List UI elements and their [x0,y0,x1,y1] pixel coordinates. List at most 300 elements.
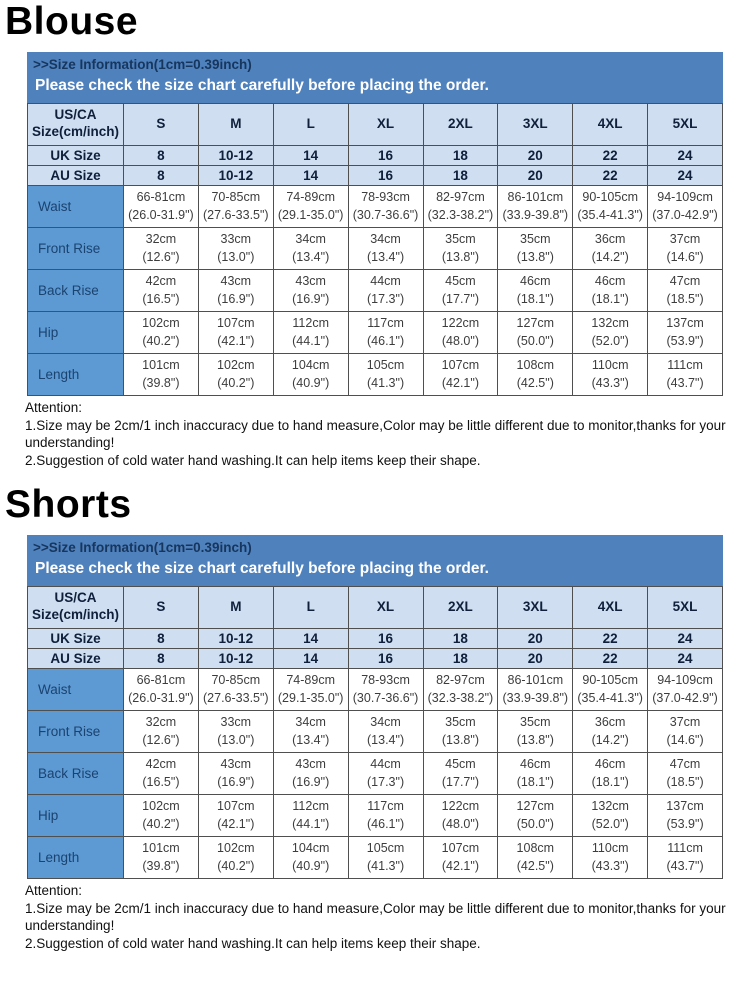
measurement-inch: (29.1-35.0") [277,208,344,223]
measurement-inch: (39.8") [142,859,180,874]
size-column-header: XL [348,586,423,628]
size-column-header: 2XL [423,103,498,145]
measurement-row [28,353,723,395]
row-label: UK Size [28,145,124,165]
measurement-value-cell [423,668,498,710]
measurement-cm: 44cm [370,274,401,289]
measurement-cm: 32cm [145,715,177,730]
measurement-inch: (44.1") [292,334,330,349]
measurement-inch: (16.5") [142,775,180,790]
size-check-notice: Please check the size chart carefully before placing the order. [35,560,489,578]
table-header-row [28,586,723,628]
measurement-cm: 132cm [591,316,629,331]
measurement-value-cell [124,185,199,227]
size-value-cell: 8 [124,628,199,648]
measurement-cm: 78-93cm [361,673,410,688]
measurement-inch: (16.9") [292,775,330,790]
measurement-cm: 112cm [292,316,329,331]
measurement-value-cell [573,311,648,353]
attention-line-1: 1.Size may be 2cm/1 inch inaccuracy due to hand measure,Color may be little different due to monitor,thanks for your understanding! [25,900,726,934]
measurement-cm: 107cm [217,316,255,331]
measurement-inch: (41.3") [367,376,405,391]
measurement-inch: (43.3") [591,376,629,391]
corner-header [28,103,124,145]
attention-heading: Attention: [25,882,83,898]
size-info-bar [27,535,723,586]
measurement-label: Front Rise [28,710,124,752]
measurement-cm: 35cm [445,715,476,730]
measurement-inch: (13.4") [292,250,330,265]
measurement-value-cell [498,668,573,710]
measurement-cm: 137cm [666,316,704,331]
measurement-inch: (43.3") [591,859,629,874]
blouse-heading: Blouse [5,0,139,43]
measurement-inch: (32.3-38.2") [427,691,494,706]
row-label: AU Size [28,648,124,668]
size-value-cell: 16 [348,145,423,165]
measurement-row [28,668,723,710]
measurement-value-cell [498,794,573,836]
measurement-cm: 78-93cm [361,190,410,205]
measurement-inch: (16.5") [142,292,180,307]
size-value-cell: 20 [498,628,573,648]
measurement-cm: 127cm [516,316,555,331]
measurement-cm: 35cm [520,232,551,247]
size-column-header: XL [348,103,423,145]
measurement-inch: (42.1") [217,817,255,832]
size-value-cell: 24 [648,648,723,668]
size-column-header: 4XL [573,586,648,628]
measurement-inch: (37.0-42.9") [652,208,718,223]
measurement-inch: (18.1") [516,775,554,790]
measurement-inch: (40.9") [292,376,330,391]
measurement-value-cell [348,752,423,794]
corner-header-line2: Size(cm/inch) [31,607,120,623]
measurement-cm: 122cm [441,316,480,331]
measurement-cm: 34cm [295,232,326,247]
measurement-value-cell [124,668,199,710]
measurement-value-cell [273,269,348,311]
measurement-inch: (48.0") [441,334,479,349]
measurement-cm: 44cm [370,757,401,772]
measurement-cm: 90-105cm [582,190,638,205]
size-value-cell: 20 [498,648,573,668]
measurement-cm: 70-85cm [211,673,261,688]
measurement-cm: 94-109cm [657,673,713,688]
size-column-header: 5XL [648,586,723,628]
measurement-cm: 104cm [291,358,330,373]
measurement-label: Back Rise [28,269,124,311]
measurement-value-cell [648,311,723,353]
measurement-inch: (50.0") [516,334,554,349]
measurement-cm: 86-101cm [507,673,564,688]
measurement-row [28,227,723,269]
measurement-value-cell [198,227,273,269]
size-value-cell: 14 [273,648,348,668]
measurement-cm: 107cm [441,841,480,856]
attention-block [25,399,739,470]
measurement-inch: (12.6") [142,733,180,748]
measurement-value-cell [124,353,199,395]
measurement-value-cell [423,227,498,269]
measurement-cm: 111cm [667,358,703,373]
attention-heading: Attention: [25,399,83,415]
shorts-size-chart [27,535,723,879]
measurement-value-cell [273,668,348,710]
measurement-cm: 117cm [367,799,404,814]
measurement-inch: (43.7") [666,859,704,874]
measurement-inch: (13.4") [292,733,330,748]
measurement-inch: (29.1-35.0") [277,691,344,706]
measurement-inch: (42.5") [516,859,554,874]
size-value-cell: 20 [498,165,573,185]
measurement-inch: (33.9-39.8") [502,691,569,706]
measurement-value-cell [573,710,648,752]
measurement-inch: (26.0-31.9") [128,208,194,223]
measurement-cm: 43cm [220,757,252,772]
measurement-inch: (13.8") [516,733,554,748]
measurement-cm: 35cm [520,715,551,730]
measurement-value-cell [423,752,498,794]
measurement-value-cell [124,794,199,836]
measurement-cm: 127cm [516,799,555,814]
measurement-cm: 43cm [295,274,326,289]
measurement-cm: 101cm [142,841,180,856]
measurement-inch: (16.9") [217,775,255,790]
measurement-value-cell [648,836,723,878]
measurement-inch: (35.4-41.3") [577,208,643,223]
measurement-row [28,311,723,353]
measurement-inch: (43.7") [666,376,704,391]
size-column-header: L [273,586,348,628]
measurement-value-cell [124,752,199,794]
measurement-cm: 45cm [445,757,476,772]
measurement-cm: 45cm [445,274,476,289]
measurement-inch: (44.1") [292,817,330,832]
measurement-value-cell [273,353,348,395]
measurement-inch: (17.7") [441,775,479,790]
measurement-row [28,794,723,836]
size-value-cell: 8 [124,648,199,668]
measurement-value-cell [498,353,573,395]
measurement-value-cell [348,227,423,269]
measurement-inch: (17.3") [367,292,405,307]
size-value-cell: 10-12 [198,648,273,668]
measurement-value-cell [273,752,348,794]
measurement-row [28,710,723,752]
measurement-row [28,752,723,794]
measurement-label: Front Rise [28,227,124,269]
measurement-inch: (39.8") [142,376,180,391]
measurement-cm: 122cm [441,799,480,814]
measurement-value-cell [198,794,273,836]
measurement-value-cell [423,794,498,836]
size-column-header: 2XL [423,586,498,628]
size-value-cell: 20 [498,145,573,165]
measurement-inch: (13.0") [217,250,255,265]
measurement-inch: (46.1") [367,817,405,832]
measurement-label: Waist [28,185,124,227]
measurement-inch: (37.0-42.9") [652,691,718,706]
measurement-inch: (35.4-41.3") [577,691,643,706]
measurement-value-cell [498,752,573,794]
measurement-value-cell [573,353,648,395]
measurement-inch: (42.1") [441,376,479,391]
measurement-inch: (40.2") [142,334,180,349]
size-value-cell: 18 [423,145,498,165]
attention-line-1: 1.Size may be 2cm/1 inch inaccuracy due to hand measure,Color may be little different due to monitor,thanks for your understanding! [25,417,726,451]
measurement-inch: (30.7-36.6") [352,208,419,223]
measurement-inch: (13.4") [367,733,405,748]
size-value-cell: 18 [423,628,498,648]
measurement-cm: 42cm [145,274,177,289]
measurement-inch: (12.6") [142,250,180,265]
measurement-value-cell [124,710,199,752]
row-label: UK Size [28,628,124,648]
measurement-value-cell [124,269,199,311]
measurement-value-cell [348,269,423,311]
size-value-cell: 18 [423,648,498,668]
measurement-inch: (13.8") [441,250,479,265]
measurement-cm: 82-97cm [436,190,485,205]
measurement-inch: (27.6-33.5") [203,208,269,223]
measurement-value-cell [648,668,723,710]
measurement-cm: 70-85cm [211,190,261,205]
size-check-notice: Please check the size chart carefully before placing the order. [35,77,489,95]
measurement-value-cell [273,794,348,836]
measurement-value-cell [423,710,498,752]
measurement-cm: 82-97cm [436,673,485,688]
attention-line-2: 2.Suggestion of cold water hand washing.It can help items keep their shape. [25,936,481,952]
size-column-header: M [198,103,273,145]
measurement-value-cell [198,353,273,395]
measurement-inch: (16.9") [292,292,330,307]
measurement-inch: (48.0") [441,817,479,832]
measurement-value-cell [498,269,573,311]
size-column-header: M [198,586,273,628]
measurement-inch: (14.2") [591,250,629,265]
measurement-cm: 74-89cm [286,673,335,688]
measurement-row [28,269,723,311]
size-info-title: >>Size Information(1cm=0.39inch) [33,539,252,555]
measurement-value-cell [423,269,498,311]
measurement-inch: (42.5") [516,376,554,391]
measurement-value-cell [348,353,423,395]
measurement-inch: (16.9") [217,292,255,307]
measurement-value-cell [573,836,648,878]
measurement-inch: (18.5") [666,292,704,307]
corner-header [28,586,124,628]
measurement-cm: 108cm [516,841,555,856]
measurement-inch: (52.0") [591,334,629,349]
corner-header-line2: Size(cm/inch) [31,124,120,140]
measurement-cm: 46cm [594,274,626,289]
measurement-label: Hip [28,794,124,836]
measurement-value-cell [648,269,723,311]
measurement-inch: (14.6") [666,250,704,265]
measurement-inch: (41.3") [367,859,405,874]
measurement-cm: 105cm [366,358,405,373]
measurement-inch: (40.2") [217,859,255,874]
measurement-inch: (13.8") [441,733,479,748]
measurement-inch: (17.7") [441,292,479,307]
measurement-cm: 33cm [220,715,252,730]
measurement-cm: 105cm [366,841,405,856]
measurement-value-cell [124,227,199,269]
size-value-cell: 10-12 [198,165,273,185]
measurement-cm: 47cm [669,274,701,289]
size-conversion-row [28,145,723,165]
measurement-label: Length [28,353,124,395]
measurement-cm: 46cm [594,757,626,772]
corner-header-line1: US/CA [54,107,97,123]
measurement-inch: (18.1") [591,775,629,790]
table-header-row [28,103,723,145]
measurement-inch: (27.6-33.5") [203,691,269,706]
measurement-cm: 110cm [591,841,629,856]
measurement-value-cell [648,794,723,836]
measurement-value-cell [573,227,648,269]
measurement-inch: (13.8") [516,250,554,265]
measurement-cm: 104cm [291,841,330,856]
measurement-cm: 47cm [669,757,701,772]
size-value-cell: 16 [348,165,423,185]
size-value-cell: 22 [573,628,648,648]
measurement-value-cell [348,710,423,752]
size-column-header: S [124,103,199,145]
measurement-value-cell [498,227,573,269]
measurement-inch: (17.3") [367,775,405,790]
size-conversion-row [28,648,723,668]
size-column-header: 3XL [498,103,573,145]
measurement-cm: 35cm [445,232,476,247]
size-value-cell: 22 [573,165,648,185]
measurement-cm: 43cm [220,274,252,289]
measurement-cm: 66-81cm [136,673,186,688]
measurement-value-cell [198,185,273,227]
measurement-cm: 32cm [145,232,177,247]
section-shorts [0,482,750,953]
measurement-cm: 36cm [594,715,626,730]
size-info-bar [27,52,723,103]
measurement-cm: 102cm [217,841,255,856]
measurement-cm: 137cm [666,799,704,814]
measurement-value-cell [498,710,573,752]
measurement-value-cell [348,836,423,878]
size-value-cell: 10-12 [198,628,273,648]
size-value-cell: 14 [273,628,348,648]
shorts-size-table [27,586,723,879]
size-conversion-row [28,628,723,648]
measurement-cm: 94-109cm [657,190,713,205]
measurement-value-cell [348,311,423,353]
measurement-cm: 42cm [145,757,177,772]
measurement-value-cell [273,836,348,878]
measurement-value-cell [573,185,648,227]
measurement-value-cell [273,227,348,269]
measurement-value-cell [498,185,573,227]
measurement-inch: (26.0-31.9") [128,691,194,706]
measurement-inch: (50.0") [516,817,554,832]
size-value-cell: 24 [648,145,723,165]
measurement-inch: (18.1") [516,292,554,307]
measurement-cm: 34cm [370,715,401,730]
measurement-cm: 37cm [669,715,701,730]
size-value-cell: 8 [124,145,199,165]
attention-line-2: 2.Suggestion of cold water hand washing.It can help items keep their shape. [25,453,481,469]
measurement-cm: 36cm [594,232,626,247]
measurement-cm: 102cm [142,799,180,814]
measurement-value-cell [124,311,199,353]
size-conversion-row [28,165,723,185]
measurement-inch: (18.1") [591,292,629,307]
measurement-value-cell [648,752,723,794]
measurement-cm: 74-89cm [286,190,335,205]
measurement-value-cell [273,311,348,353]
measurement-label: Waist [28,668,124,710]
measurement-inch: (33.9-39.8") [502,208,569,223]
measurement-value-cell [498,836,573,878]
measurement-row [28,836,723,878]
measurement-value-cell [423,353,498,395]
corner-header-line1: US/CA [54,590,97,606]
measurement-label: Length [28,836,124,878]
measurement-value-cell [198,311,273,353]
measurement-cm: 33cm [220,232,252,247]
shorts-heading: Shorts [5,482,132,526]
measurement-cm: 86-101cm [507,190,564,205]
measurement-inch: (42.1") [217,334,255,349]
blouse-size-chart [27,52,723,396]
measurement-inch: (14.2") [591,733,629,748]
size-value-cell: 10-12 [198,145,273,165]
size-value-cell: 8 [124,165,199,185]
measurement-inch: (40.2") [142,817,180,832]
measurement-value-cell [124,836,199,878]
measurement-value-cell [423,311,498,353]
measurement-inch: (52.0") [591,817,629,832]
measurement-inch: (40.9") [292,859,330,874]
measurement-label: Back Rise [28,752,124,794]
size-value-cell: 24 [648,165,723,185]
measurement-value-cell [198,668,273,710]
measurement-cm: 46cm [520,757,551,772]
row-label: AU Size [28,165,124,185]
size-value-cell: 22 [573,648,648,668]
measurement-value-cell [573,269,648,311]
measurement-cm: 132cm [591,799,629,814]
measurement-inch: (53.9") [666,334,704,349]
measurement-cm: 43cm [295,757,326,772]
size-value-cell: 18 [423,165,498,185]
measurement-row [28,185,723,227]
measurement-cm: 111cm [667,841,703,856]
size-value-cell: 16 [348,648,423,668]
measurement-inch: (30.7-36.6") [352,691,419,706]
measurement-cm: 101cm [142,358,180,373]
measurement-cm: 46cm [520,274,551,289]
size-column-header: S [124,586,199,628]
measurement-value-cell [198,836,273,878]
size-value-cell: 14 [273,145,348,165]
size-value-cell: 16 [348,628,423,648]
blouse-size-table [27,103,723,396]
measurement-cm: 66-81cm [136,190,186,205]
measurement-value-cell [573,668,648,710]
measurement-cm: 110cm [591,358,629,373]
measurement-value-cell [198,269,273,311]
size-column-header: 5XL [648,103,723,145]
